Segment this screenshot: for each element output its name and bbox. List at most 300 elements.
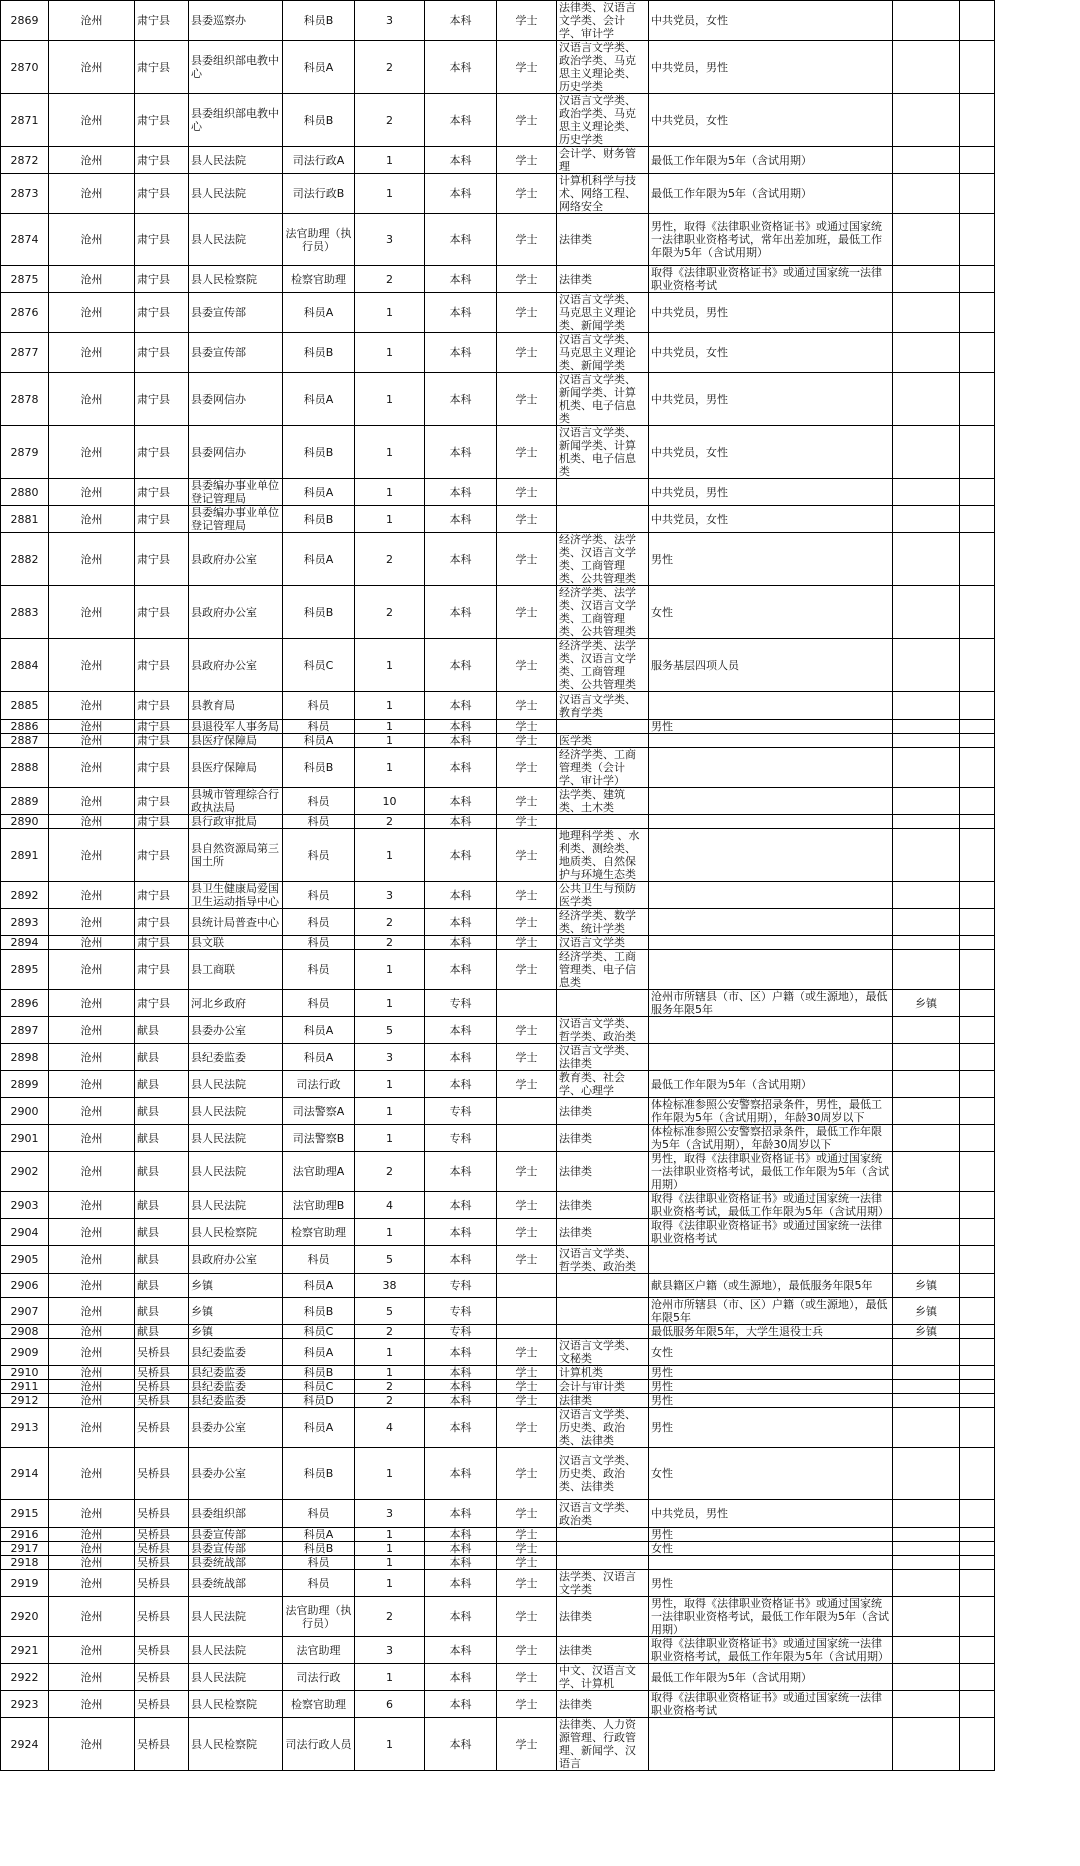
position-cell: 科员B	[283, 586, 355, 639]
department-cell: 县自然资源局第三国土所	[189, 829, 283, 882]
education-cell: 本科	[425, 1, 497, 41]
degree-cell: 学士	[497, 1637, 557, 1664]
level-cell	[893, 94, 960, 147]
education-cell: 本科	[425, 1044, 497, 1071]
level-cell	[893, 1542, 960, 1556]
blank-cell	[960, 815, 995, 829]
quota-cell: 2	[355, 586, 425, 639]
position-cell: 科员B	[283, 1, 355, 41]
department-cell: 县教育局	[189, 692, 283, 720]
blank-cell	[960, 214, 995, 266]
row-number-cell: 2919	[1, 1570, 49, 1597]
level-cell	[893, 1408, 960, 1448]
degree-cell	[497, 1098, 557, 1125]
degree-cell: 学士	[497, 506, 557, 533]
education-cell: 本科	[425, 639, 497, 692]
blank-cell	[960, 1637, 995, 1664]
level-cell	[893, 950, 960, 990]
education-cell: 本科	[425, 1664, 497, 1691]
table-row	[1, 479, 995, 506]
quota-cell: 1	[355, 293, 425, 333]
quota-cell: 1	[355, 1219, 425, 1246]
quota-cell: 2	[355, 1597, 425, 1637]
position-cell: 科员C	[283, 1325, 355, 1339]
degree-cell: 学士	[497, 1408, 557, 1448]
table-row	[1, 333, 995, 373]
education-cell: 本科	[425, 936, 497, 950]
major-cell: 医学类	[557, 734, 649, 748]
major-cell	[557, 1325, 649, 1339]
county-cell: 肃宁县	[135, 586, 189, 639]
major-cell: 经济学类、法学类、汉语言文学类、工商管理类、公共管理类	[557, 586, 649, 639]
degree-cell: 学士	[497, 293, 557, 333]
row-number-cell: 2922	[1, 1664, 49, 1691]
row-number-cell: 2891	[1, 829, 49, 882]
city-cell: 沧州	[49, 1542, 135, 1556]
position-cell: 法官助理	[283, 1637, 355, 1664]
blank-cell	[960, 692, 995, 720]
position-cell: 检察官助理	[283, 266, 355, 293]
table-row	[1, 41, 995, 94]
table-row	[1, 882, 995, 909]
table-row	[1, 147, 995, 174]
row-number-cell: 2912	[1, 1394, 49, 1408]
table-row	[1, 1448, 995, 1500]
city-cell: 沧州	[49, 990, 135, 1017]
education-cell: 本科	[425, 1219, 497, 1246]
blank-cell	[960, 266, 995, 293]
position-cell: 法官助理A	[283, 1152, 355, 1192]
degree-cell: 学士	[497, 1339, 557, 1366]
city-cell: 沧州	[49, 1448, 135, 1500]
degree-cell: 学士	[497, 815, 557, 829]
degree-cell: 学士	[497, 1044, 557, 1071]
quota-cell: 1	[355, 1339, 425, 1366]
level-cell	[893, 1691, 960, 1718]
degree-cell: 学士	[497, 1528, 557, 1542]
major-cell: 汉语言文学类、政治学类、马克思主义理论类、历史学类	[557, 41, 649, 94]
county-cell: 献县	[135, 1325, 189, 1339]
major-cell: 汉语言文学类	[557, 936, 649, 950]
row-number-cell: 2895	[1, 950, 49, 990]
row-number-cell: 2923	[1, 1691, 49, 1718]
position-cell: 科员	[283, 936, 355, 950]
county-cell: 肃宁县	[135, 333, 189, 373]
requirements-cell: 最低工作年限为5年（含试用期）	[649, 147, 893, 174]
row-number-cell: 2880	[1, 479, 49, 506]
education-cell: 本科	[425, 533, 497, 586]
degree-cell: 学士	[497, 1152, 557, 1192]
position-cell: 司法行政人员	[283, 1718, 355, 1771]
requirements-cell: 男性	[649, 1394, 893, 1408]
education-cell: 本科	[425, 1448, 497, 1500]
requirements-cell	[649, 692, 893, 720]
city-cell: 沧州	[49, 293, 135, 333]
requirements-cell: 中共党员，男性	[649, 41, 893, 94]
major-cell: 教育类、社会学、心理学	[557, 1071, 649, 1098]
county-cell: 肃宁县	[135, 94, 189, 147]
education-cell: 本科	[425, 333, 497, 373]
city-cell: 沧州	[49, 1219, 135, 1246]
major-cell: 法律类	[557, 1219, 649, 1246]
county-cell: 肃宁县	[135, 639, 189, 692]
quota-cell: 3	[355, 1044, 425, 1071]
major-cell: 法律类	[557, 1192, 649, 1219]
degree-cell: 学士	[497, 1246, 557, 1274]
quota-cell: 1	[355, 479, 425, 506]
major-cell	[557, 1542, 649, 1556]
position-cell: 科员A	[283, 1528, 355, 1542]
quota-cell: 1	[355, 990, 425, 1017]
degree-cell: 学士	[497, 1597, 557, 1637]
department-cell: 县政府办公室	[189, 533, 283, 586]
row-number-cell: 2896	[1, 990, 49, 1017]
position-cell: 科员B	[283, 748, 355, 788]
position-cell: 科员A	[283, 1017, 355, 1044]
city-cell: 沧州	[49, 214, 135, 266]
city-cell: 沧州	[49, 1718, 135, 1771]
education-cell: 本科	[425, 1597, 497, 1637]
table-row	[1, 1664, 995, 1691]
department-cell: 县人民法院	[189, 1125, 283, 1152]
level-cell: 乡镇	[893, 1298, 960, 1325]
row-number-cell: 2901	[1, 1125, 49, 1152]
quota-cell: 1	[355, 333, 425, 373]
row-number-cell: 2924	[1, 1718, 49, 1771]
quota-cell: 1	[355, 506, 425, 533]
position-cell: 科员	[283, 1570, 355, 1597]
department-cell: 县行政审批局	[189, 815, 283, 829]
position-cell: 司法行政	[283, 1071, 355, 1098]
department-cell: 县纪委监委	[189, 1380, 283, 1394]
county-cell: 肃宁县	[135, 734, 189, 748]
row-number-cell: 2920	[1, 1597, 49, 1637]
city-cell: 沧州	[49, 1125, 135, 1152]
quota-cell: 1	[355, 1570, 425, 1597]
blank-cell	[960, 1691, 995, 1718]
level-cell	[893, 882, 960, 909]
county-cell: 吴桥县	[135, 1394, 189, 1408]
city-cell: 沧州	[49, 1298, 135, 1325]
education-cell: 本科	[425, 1017, 497, 1044]
table-row	[1, 1597, 995, 1637]
department-cell: 县人民法院	[189, 1597, 283, 1637]
major-cell: 法律类	[557, 1691, 649, 1718]
quota-cell: 1	[355, 1718, 425, 1771]
department-cell: 县纪委监委	[189, 1044, 283, 1071]
major-cell: 法律类	[557, 1597, 649, 1637]
degree-cell: 学士	[497, 333, 557, 373]
position-cell: 法官助理B	[283, 1192, 355, 1219]
county-cell: 吴桥县	[135, 1597, 189, 1637]
quota-cell: 1	[355, 829, 425, 882]
education-cell: 本科	[425, 909, 497, 936]
quota-cell: 3	[355, 1, 425, 41]
table-row	[1, 373, 995, 426]
degree-cell	[497, 1125, 557, 1152]
major-cell: 经济学类、工商管理类、电子信息类	[557, 950, 649, 990]
degree-cell	[497, 1325, 557, 1339]
major-cell: 经济学类、法学类、汉语言文学类、工商管理类、公共管理类	[557, 533, 649, 586]
row-number-cell: 2906	[1, 1274, 49, 1298]
education-cell: 本科	[425, 1339, 497, 1366]
county-cell: 吴桥县	[135, 1500, 189, 1528]
level-cell	[893, 266, 960, 293]
blank-cell	[960, 147, 995, 174]
major-cell	[557, 1556, 649, 1570]
city-cell: 沧州	[49, 94, 135, 147]
level-cell	[893, 1448, 960, 1500]
requirements-cell: 沧州市所辖县（市、区）户籍（或生源地），最低年限5年	[649, 1298, 893, 1325]
requirements-cell	[649, 882, 893, 909]
table-row	[1, 1044, 995, 1071]
county-cell: 肃宁县	[135, 829, 189, 882]
county-cell: 献县	[135, 1192, 189, 1219]
blank-cell	[960, 293, 995, 333]
quota-cell: 3	[355, 882, 425, 909]
department-cell: 县政府办公室	[189, 586, 283, 639]
requirements-cell	[649, 1718, 893, 1771]
table-row	[1, 1125, 995, 1152]
table-row	[1, 214, 995, 266]
level-cell	[893, 815, 960, 829]
level-cell	[893, 333, 960, 373]
degree-cell: 学士	[497, 1071, 557, 1098]
position-cell: 科员B	[283, 1542, 355, 1556]
row-number-cell: 2904	[1, 1219, 49, 1246]
quota-cell: 38	[355, 1274, 425, 1298]
city-cell: 沧州	[49, 734, 135, 748]
blank-cell	[960, 41, 995, 94]
requirements-cell: 取得《法律职业资格证书》或通过国家统一法律职业资格考试，最低工作年限为5年（含试用期）	[649, 1637, 893, 1664]
level-cell	[893, 1192, 960, 1219]
city-cell: 沧州	[49, 506, 135, 533]
position-cell: 科员A	[283, 533, 355, 586]
education-cell: 本科	[425, 950, 497, 990]
county-cell: 肃宁县	[135, 147, 189, 174]
row-number-cell: 2908	[1, 1325, 49, 1339]
department-cell: 乡镇	[189, 1274, 283, 1298]
row-number-cell: 2894	[1, 936, 49, 950]
level-cell: 乡镇	[893, 990, 960, 1017]
county-cell: 吴桥县	[135, 1339, 189, 1366]
level-cell	[893, 1718, 960, 1771]
city-cell: 沧州	[49, 1044, 135, 1071]
position-cell: 科员	[283, 815, 355, 829]
county-cell: 肃宁县	[135, 720, 189, 734]
position-cell: 司法行政B	[283, 174, 355, 214]
row-number-cell: 2900	[1, 1098, 49, 1125]
quota-cell: 3	[355, 1637, 425, 1664]
blank-cell	[960, 936, 995, 950]
county-cell: 吴桥县	[135, 1664, 189, 1691]
degree-cell: 学士	[497, 909, 557, 936]
level-cell	[893, 692, 960, 720]
major-cell	[557, 479, 649, 506]
level-cell	[893, 479, 960, 506]
table-row	[1, 1366, 995, 1380]
level-cell	[893, 506, 960, 533]
county-cell: 献县	[135, 1098, 189, 1125]
education-cell: 本科	[425, 41, 497, 94]
table-row	[1, 1528, 995, 1542]
level-cell	[893, 829, 960, 882]
quota-cell: 2	[355, 1325, 425, 1339]
table-row	[1, 1071, 995, 1098]
quota-cell: 3	[355, 1500, 425, 1528]
table-row	[1, 1556, 995, 1570]
city-cell: 沧州	[49, 1394, 135, 1408]
city-cell: 沧州	[49, 1071, 135, 1098]
department-cell: 县委办公室	[189, 1017, 283, 1044]
position-cell: 科员B	[283, 94, 355, 147]
department-cell: 县委编办事业单位登记管理局	[189, 479, 283, 506]
quota-cell: 2	[355, 266, 425, 293]
requirements-cell	[649, 1556, 893, 1570]
county-cell: 吴桥县	[135, 1380, 189, 1394]
department-cell: 乡镇	[189, 1325, 283, 1339]
major-cell: 法律类、汉语言文学类、会计学、审计学	[557, 1, 649, 41]
education-cell: 本科	[425, 829, 497, 882]
blank-cell	[960, 1, 995, 41]
requirements-cell: 男性	[649, 1380, 893, 1394]
degree-cell: 学士	[497, 214, 557, 266]
table-row	[1, 1637, 995, 1664]
major-cell: 会计与审计类	[557, 1380, 649, 1394]
education-cell: 本科	[425, 1542, 497, 1556]
quota-cell: 4	[355, 1192, 425, 1219]
county-cell: 献县	[135, 1152, 189, 1192]
education-cell: 本科	[425, 788, 497, 815]
row-number-cell: 2877	[1, 333, 49, 373]
education-cell: 本科	[425, 373, 497, 426]
county-cell: 吴桥县	[135, 1718, 189, 1771]
blank-cell	[960, 748, 995, 788]
blank-cell	[960, 1298, 995, 1325]
blank-cell	[960, 1246, 995, 1274]
quota-cell: 1	[355, 692, 425, 720]
education-cell: 本科	[425, 147, 497, 174]
degree-cell: 学士	[497, 373, 557, 426]
blank-cell	[960, 950, 995, 990]
major-cell: 汉语言文学类、政治学类、马克思主义理论类、历史学类	[557, 94, 649, 147]
quota-cell: 2	[355, 41, 425, 94]
major-cell: 汉语言文学类、政治类	[557, 1500, 649, 1528]
city-cell: 沧州	[49, 1339, 135, 1366]
major-cell: 汉语言文学类、文秘类	[557, 1339, 649, 1366]
city-cell: 沧州	[49, 1017, 135, 1044]
department-cell: 县人民法院	[189, 214, 283, 266]
position-cell: 司法警察A	[283, 1098, 355, 1125]
table-row	[1, 533, 995, 586]
row-number-cell: 2888	[1, 748, 49, 788]
quota-cell: 1	[355, 748, 425, 788]
level-cell	[893, 1125, 960, 1152]
education-cell: 专科	[425, 1298, 497, 1325]
requirements-cell: 取得《法律职业资格证书》或通过国家统一法律职业资格考试	[649, 1691, 893, 1718]
table-row	[1, 1, 995, 41]
requirements-cell: 中共党员，女性	[649, 333, 893, 373]
department-cell: 县委办公室	[189, 1408, 283, 1448]
position-cell: 科员C	[283, 1380, 355, 1394]
degree-cell: 学士	[497, 1556, 557, 1570]
requirements-cell: 最低工作年限为5年（含试用期）	[649, 174, 893, 214]
position-cell: 科员B	[283, 426, 355, 479]
quota-cell: 1	[355, 1366, 425, 1380]
row-number-cell: 2873	[1, 174, 49, 214]
table-row	[1, 1219, 995, 1246]
city-cell: 沧州	[49, 1597, 135, 1637]
quota-cell: 3	[355, 214, 425, 266]
level-cell: 乡镇	[893, 1325, 960, 1339]
department-cell: 县人民法院	[189, 147, 283, 174]
quota-cell: 5	[355, 1298, 425, 1325]
position-cell: 科员A	[283, 479, 355, 506]
education-cell: 本科	[425, 720, 497, 734]
blank-cell	[960, 94, 995, 147]
position-cell: 检察官助理	[283, 1691, 355, 1718]
row-number-cell: 2886	[1, 720, 49, 734]
row-number-cell: 2915	[1, 1500, 49, 1528]
quota-cell: 6	[355, 1691, 425, 1718]
requirements-cell: 中共党员，男性	[649, 293, 893, 333]
blank-cell	[960, 1071, 995, 1098]
row-number-cell: 2892	[1, 882, 49, 909]
county-cell: 献县	[135, 1044, 189, 1071]
quota-cell: 5	[355, 1017, 425, 1044]
education-cell: 本科	[425, 1691, 497, 1718]
county-cell: 肃宁县	[135, 815, 189, 829]
city-cell: 沧州	[49, 720, 135, 734]
education-cell: 本科	[425, 692, 497, 720]
degree-cell: 学士	[497, 1542, 557, 1556]
major-cell: 法律类	[557, 1394, 649, 1408]
county-cell: 吴桥县	[135, 1408, 189, 1448]
major-cell: 汉语言文学类、哲学类、政治类	[557, 1017, 649, 1044]
education-cell: 本科	[425, 1152, 497, 1192]
requirements-cell: 服务基层四项人员	[649, 639, 893, 692]
degree-cell: 学士	[497, 479, 557, 506]
city-cell: 沧州	[49, 1380, 135, 1394]
city-cell: 沧州	[49, 829, 135, 882]
county-cell: 吴桥县	[135, 1366, 189, 1380]
table-row	[1, 639, 995, 692]
major-cell: 法学类、建筑类、土木类	[557, 788, 649, 815]
education-cell: 本科	[425, 1380, 497, 1394]
quota-cell: 1	[355, 1528, 425, 1542]
major-cell: 法律类	[557, 266, 649, 293]
blank-cell	[960, 1556, 995, 1570]
county-cell: 肃宁县	[135, 692, 189, 720]
city-cell: 沧州	[49, 748, 135, 788]
major-cell: 中文、汉语言文学、计算机	[557, 1664, 649, 1691]
requirements-cell: 中共党员，女性	[649, 426, 893, 479]
degree-cell: 学士	[497, 788, 557, 815]
quota-cell: 1	[355, 950, 425, 990]
blank-cell	[960, 479, 995, 506]
blank-cell	[960, 909, 995, 936]
table-row	[1, 734, 995, 748]
degree-cell: 学士	[497, 1380, 557, 1394]
degree-cell	[497, 1298, 557, 1325]
degree-cell: 学士	[497, 1192, 557, 1219]
city-cell: 沧州	[49, 692, 135, 720]
level-cell	[893, 1152, 960, 1192]
row-number-cell: 2905	[1, 1246, 49, 1274]
major-cell: 汉语言文学类、历史类、政治类、法律类	[557, 1408, 649, 1448]
position-cell: 科员D	[283, 1394, 355, 1408]
requirements-cell: 中共党员，女性	[649, 94, 893, 147]
